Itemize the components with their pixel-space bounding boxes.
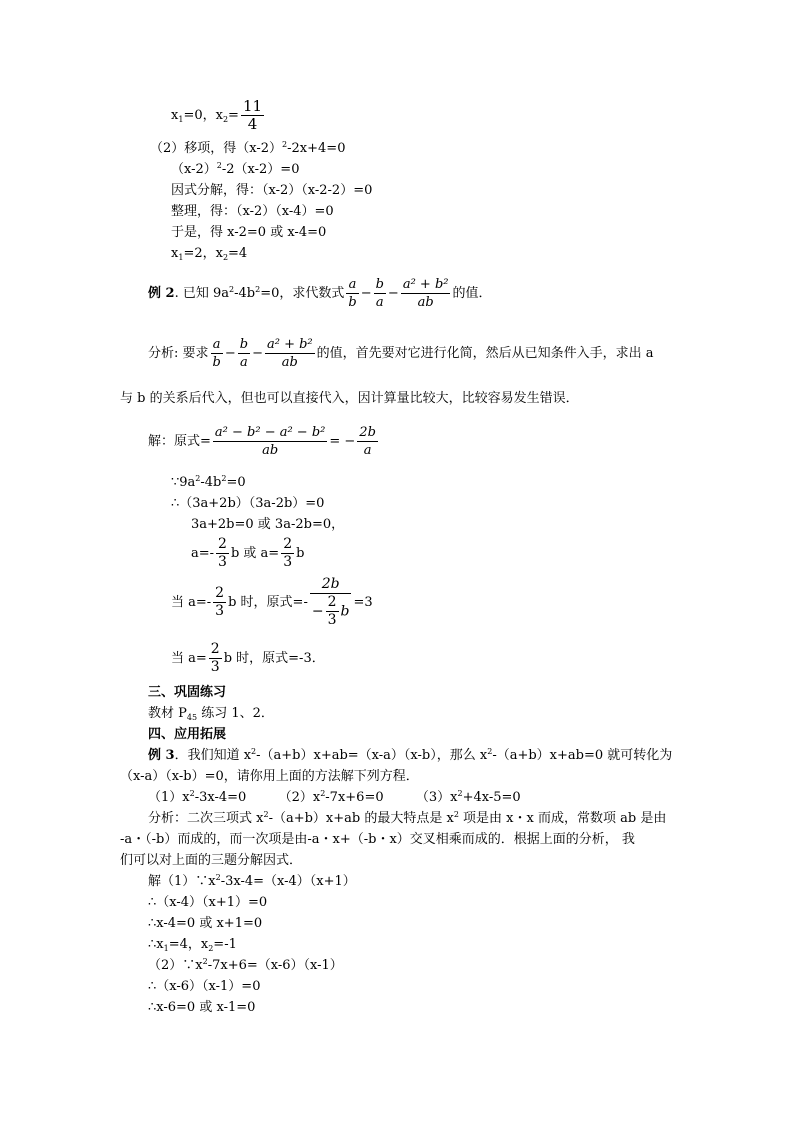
- denominator: [310, 594, 352, 629]
- solution-line: ∴（3a+2b）（3a-2b）=0: [171, 496, 325, 511]
- text: 分析：二次三项式 x: [148, 811, 264, 826]
- text: -2x+4=0: [287, 141, 346, 156]
- solution-line: [171, 474, 246, 492]
- solution-line: [148, 936, 237, 954]
- numerator: 2: [327, 594, 337, 610]
- text: -7x+6=0: [325, 790, 384, 805]
- numerator: a² + b²: [266, 337, 313, 352]
- analysis-line: 与 b 的关系后代入，但也可以直接代入，因计算量比较大，比较容易发生错误．: [120, 391, 579, 406]
- solution-line: [171, 98, 266, 133]
- text: =4: [228, 246, 248, 261]
- solution-line: [171, 641, 325, 676]
- text: （2）x: [278, 790, 321, 805]
- fraction: [209, 641, 222, 676]
- solution-line: ∴x-6=0 或 x-1=0: [148, 1000, 256, 1015]
- text: =-1: [213, 937, 237, 952]
- numerator: 11: [242, 97, 263, 115]
- text: 的值．: [452, 286, 492, 301]
- text: +4x-5=0: [462, 790, 521, 805]
- numerator: a² + b²: [402, 277, 449, 292]
- text: ∵9a: [171, 475, 196, 490]
- numerator: 2: [283, 536, 293, 552]
- fraction: [211, 336, 223, 371]
- subscript: 2: [222, 253, 229, 262]
- fraction: [216, 536, 229, 571]
- solution-line: ∴（x-4）（x+1）=0: [148, 895, 268, 910]
- text: 解：原式=: [148, 434, 211, 449]
- text: =0，求代数式: [260, 286, 345, 301]
- text: -（a+b）x+ab 的最大特点是 x: [268, 811, 454, 826]
- numerator: 2b: [359, 425, 376, 440]
- fraction: [326, 594, 339, 629]
- numerator: 2b: [310, 576, 352, 594]
- text: 分析: 要求: [148, 346, 209, 361]
- section-heading: 四、应用拓展: [148, 727, 227, 742]
- denominator: a: [375, 295, 384, 310]
- denominator: 3: [215, 603, 225, 619]
- analysis-line: -a・（-b）而成的，而一次项是由-a・x+（-b・x）交叉相乘而成的．根据上面的分析， 我: [120, 832, 635, 847]
- denominator: 3: [218, 554, 227, 570]
- text: a=-: [191, 546, 215, 561]
- superscript: 2: [202, 957, 208, 966]
- text: =2，x: [183, 246, 223, 261]
- solution-line: 于是，得 x-2=0 或 x-4=0: [171, 225, 327, 240]
- numerator: 2: [215, 585, 225, 601]
- numerator: b: [239, 337, 249, 352]
- subscript: 2: [222, 115, 229, 124]
- text: x: [171, 246, 179, 261]
- solution-line: [171, 161, 299, 179]
- fraction: [213, 585, 226, 620]
- solution-line: [171, 245, 247, 263]
- text: = −: [329, 434, 356, 449]
- minus-sign: −: [252, 346, 263, 361]
- text: -4b: [234, 286, 256, 301]
- text: =3: [353, 595, 373, 610]
- solution-line: [148, 424, 380, 459]
- superscript: 2: [320, 789, 326, 798]
- text: =: [228, 108, 239, 123]
- fraction: [238, 336, 250, 371]
- solution-line: ∴（x-6）（x-1）=0: [148, 979, 261, 994]
- text-line: [148, 705, 274, 723]
- superscript: 2: [263, 810, 269, 819]
- minus-sign: −: [224, 346, 236, 361]
- text: （3）x: [415, 790, 458, 805]
- subscript: 1: [178, 253, 184, 262]
- analysis-line: [148, 336, 654, 371]
- text: ．我们知道 x: [174, 748, 252, 763]
- text: -3x-4=（x-4）（x+1）: [220, 874, 356, 889]
- text: ∴x: [148, 937, 164, 952]
- denominator: ab: [281, 355, 298, 370]
- superscript: 2: [487, 747, 493, 756]
- text: 练习 1、2．: [197, 706, 274, 721]
- superscript: 2: [229, 285, 235, 294]
- text: -7x+6=（x-6）（x-1）: [207, 958, 343, 973]
- example-label: 例 3: [148, 748, 175, 763]
- text: （1）x: [148, 790, 190, 805]
- numerator: 2: [210, 641, 220, 657]
- superscript: 2: [255, 285, 261, 294]
- text: -（a+b）x+ab=0 就可转化为: [492, 748, 673, 763]
- superscript: 2: [189, 789, 195, 798]
- solution-line: [150, 140, 345, 158]
- superscript: 2: [215, 873, 221, 882]
- superscript: 2: [216, 161, 222, 170]
- analysis-line: 们可以对上面的三题分解因式．: [120, 853, 303, 868]
- example-2-line: [148, 276, 492, 311]
- solution-line: [148, 957, 343, 975]
- analysis-line: [148, 810, 666, 828]
- superscript: 2: [282, 140, 288, 149]
- text: -2（x-2）=0: [221, 162, 300, 177]
- text: b: [296, 546, 305, 561]
- text: =4，x: [168, 937, 209, 952]
- text: -4b: [200, 475, 222, 490]
- superscript: 2: [251, 747, 257, 756]
- fraction: [310, 576, 352, 629]
- text-line: （x-a）（x-b）=0，请你用上面的方法解下列方程．: [120, 769, 419, 784]
- text: =0，x: [183, 108, 223, 123]
- subscript: 45: [186, 713, 198, 722]
- text: -3x-4=0: [194, 790, 247, 805]
- solution-line: [171, 576, 373, 629]
- superscript: 2: [221, 474, 227, 483]
- superscript: 2: [453, 810, 459, 819]
- example-3-line: [148, 747, 672, 765]
- minus-sign: −: [311, 603, 324, 620]
- denominator: 3: [283, 554, 293, 570]
- denominator: b: [212, 355, 221, 370]
- text: =0: [226, 475, 246, 490]
- text: 教材 P: [148, 706, 187, 721]
- solution-line: 整理，得：（x-2）（x-4）=0: [171, 204, 334, 219]
- numerator: a² − b² − a² − b²: [214, 425, 326, 440]
- fraction: [281, 536, 294, 571]
- denominator: 4: [247, 115, 258, 133]
- solution-line: 因式分解，得：（x-2）（x-2-2）=0: [171, 183, 373, 198]
- denominator: 3: [210, 659, 220, 675]
- fraction: [241, 98, 264, 133]
- denominator: b: [348, 295, 357, 310]
- text: b: [340, 603, 350, 620]
- text: 的值，首先要对它进行化简，然后从已知条件入手，求出 a: [316, 346, 654, 361]
- text: -（a+b）x+ab=（x-a）（x-b），那么 x: [256, 748, 488, 763]
- text: b 或 a=: [230, 546, 280, 561]
- minus-sign: −: [387, 286, 399, 301]
- fraction: [346, 276, 358, 311]
- equations-line: [148, 789, 521, 807]
- numerator: b: [375, 277, 384, 292]
- text: . 已知 9a: [174, 286, 229, 301]
- text: （2）∵x: [148, 958, 203, 973]
- solution-line: ∴x-4=0 或 x+1=0: [148, 916, 263, 931]
- solution-line: [191, 536, 304, 571]
- solution-line: 3a+2b=0 或 3a-2b=0，: [191, 517, 345, 532]
- fraction: [213, 424, 327, 459]
- text: （x-2）: [171, 162, 217, 177]
- minus-sign: −: [360, 286, 372, 301]
- text: 解（1）∵x: [148, 874, 216, 889]
- superscript: 2: [195, 474, 201, 483]
- numerator: a: [211, 336, 223, 354]
- subscript: 2: [208, 944, 214, 953]
- superscript: 2: [457, 789, 463, 798]
- denominator: ab: [417, 295, 434, 310]
- text: （2）移项，得（x-2）: [150, 141, 283, 156]
- denominator: a: [240, 355, 248, 370]
- text: 当 a=-: [171, 595, 212, 610]
- text: b 时，原式=-: [228, 595, 308, 610]
- fraction: [357, 424, 378, 459]
- fraction: [374, 276, 386, 311]
- subscript: 1: [163, 944, 169, 953]
- denominator: ab: [262, 443, 279, 458]
- text: b 时，原式=-3．: [223, 651, 325, 666]
- text: 当 a=: [171, 651, 207, 666]
- numerator: 2: [218, 536, 227, 552]
- subscript: 1: [178, 115, 184, 124]
- numerator: a: [346, 276, 358, 294]
- fraction: [401, 276, 451, 311]
- fraction: [265, 336, 315, 371]
- example-label: 例 2: [148, 286, 175, 301]
- solution-line: [148, 873, 356, 891]
- denominator: 3: [327, 612, 337, 628]
- text: 项是由 x・x 而成，常数项 ab 是由: [458, 811, 667, 826]
- text: x: [171, 108, 179, 123]
- denominator: a: [363, 443, 372, 458]
- section-heading: 三、巩固练习: [148, 685, 227, 700]
